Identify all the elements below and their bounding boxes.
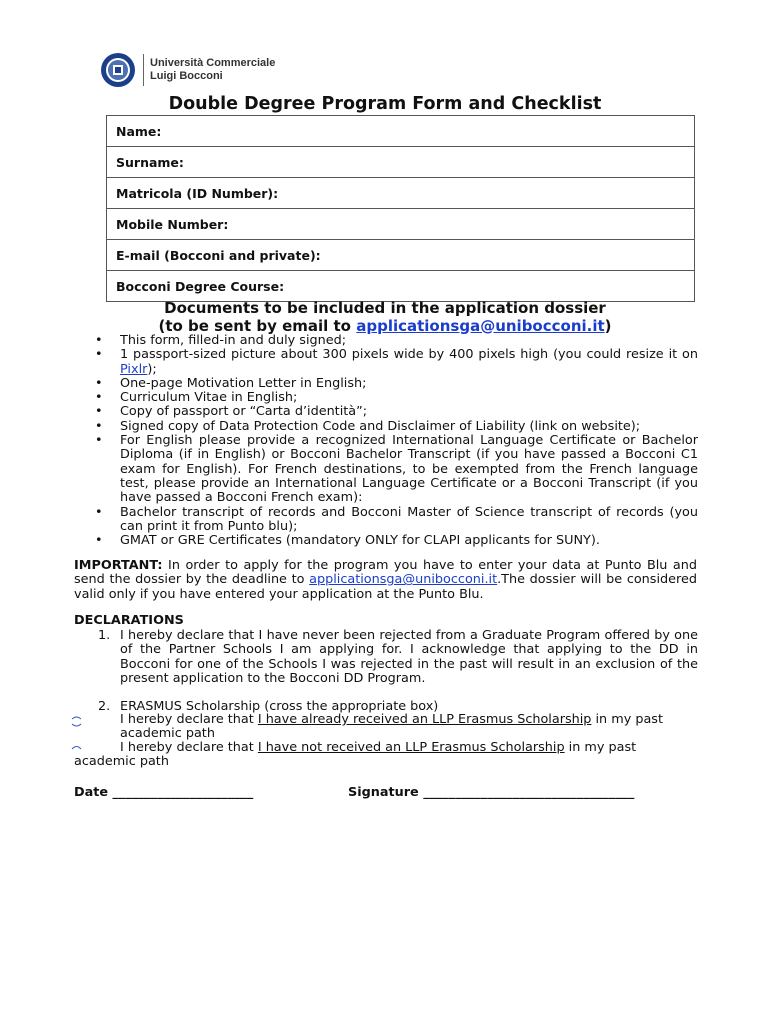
documents-heading <box>0 300 770 335</box>
declaration-item-1 <box>98 628 698 686</box>
important-email-link[interactable]: applicationsga@unibocconi.it <box>309 572 498 588</box>
date-line: ______________________ <box>112 785 254 800</box>
page-title: Double Degree Program Form and Checklist <box>168 94 602 114</box>
list-item-text: 1 passport-sized picture about 300 pixels wide by 400 pixels high (you could resize it on <box>120 347 698 363</box>
erasmus-option-received-cont: academic path <box>120 726 215 741</box>
field-name[interactable]: Name: <box>107 116 695 147</box>
erasmus-option-not-received-cont: academic path <box>74 754 169 769</box>
list-item-suffix: ); <box>147 361 157 377</box>
option-underlined: I have already received an LLP Erasmus Scholarship <box>257 712 592 727</box>
field-surname[interactable]: Surname: <box>107 147 695 178</box>
list-item: • This form, filled-in and duly signed; <box>120 334 698 348</box>
declaration-number: 1. <box>98 628 111 643</box>
list-item <box>120 348 698 377</box>
list-item: • Bachelor transcript of records and Bocconi Master of Science transcript of records (you can print it from Punto blu); <box>120 506 698 535</box>
declarations-list <box>98 628 698 715</box>
university-logo <box>100 52 290 88</box>
option-suffix: in my past <box>564 740 637 755</box>
field-degree-course[interactable]: Bocconi Degree Course: <box>107 271 695 302</box>
list-item: • GMAT or GRE Certificates (mandatory ONLY for CLAPI applicants for SUNY). <box>120 534 698 548</box>
signature-label: Signature <box>348 785 419 800</box>
declarations-heading: DECLARATIONS <box>74 613 184 628</box>
list-item: • For English please provide a recognized International Language Certificate or Bachelor Diploma (if in English) or Bocconi Bachelor Transcript (if you have passed a Bocconi C1 exam for English). For French destinations, to be exempted from the French language test, please provide an International Language Certificate or a Bocconi Transcript (if you have passed a Bocconi French exam): <box>120 434 698 505</box>
university-name <box>150 57 275 83</box>
date-label: Date <box>74 785 109 800</box>
list-item: • One-page Motivation Letter in English; <box>120 377 698 391</box>
university-seal-icon <box>100 52 136 88</box>
erasmus-received-checkbox[interactable] <box>71 716 82 727</box>
field-email[interactable]: E-mail (Bocconi and private): <box>107 240 695 271</box>
declaration-text: I hereby declare that I have never been rejected from a Graduate Program offered by one of the Partner Schools I am applying for. I acknowledge that applying to the DD in Bocconi for one of the Schools I was rejected in the past will result in an exclusion of the present application to the Bocconi DD Program. <box>120 628 698 686</box>
declaration-text: ERASMUS Scholarship (cross the appropriate box) <box>120 699 439 715</box>
important-note <box>74 559 697 602</box>
university-name-line1: Università Commerciale <box>150 57 276 69</box>
documents-list <box>120 334 698 548</box>
field-matricola[interactable]: Matricola (ID Number): <box>107 178 695 209</box>
signature-field[interactable] <box>348 785 634 800</box>
documents-heading-line1: Documents to be included in the application dossier <box>164 299 606 317</box>
documents-heading-line2 <box>0 318 770 336</box>
list-item: • Curriculum Vitae in English; <box>120 391 698 405</box>
documents-heading-suffix: ) <box>604 316 612 335</box>
logo-divider <box>143 54 144 86</box>
university-name-line2: Luigi Bocconi <box>150 70 223 82</box>
option-underlined: I have not received an LLP Erasmus Scholarship <box>257 740 565 755</box>
important-label: IMPORTANT: <box>74 558 163 573</box>
list-item: • Signed copy of Data Protection Code and Disclaimer of Liability (link on website); <box>120 420 698 434</box>
important-text-end: .The dossier will be considered valid only if you have entered your application at the Punto Blu. <box>74 572 697 602</box>
documents-heading-prefix: (to be sent by email to <box>158 316 357 335</box>
list-item: • Copy of passport or “Carta d’identità”; <box>120 405 698 419</box>
signature-line: _________________________________ <box>423 785 635 800</box>
pixlr-link[interactable]: Pixlr <box>120 361 148 377</box>
important-text: In order to apply for the program you have to enter your data at Punto Blu and send the dossier by the deadline to <box>74 558 697 588</box>
date-field[interactable] <box>74 785 253 800</box>
declaration-number: 2. <box>98 699 111 715</box>
applications-email-link[interactable]: applicationsga@unibocconi.it <box>356 316 605 335</box>
erasmus-option-not-received <box>120 741 698 755</box>
option-prefix: I hereby declare that <box>120 712 258 727</box>
option-suffix: in my past <box>591 712 663 727</box>
field-mobile[interactable]: Mobile Number: <box>107 209 695 240</box>
personal-info-table <box>106 115 695 302</box>
option-prefix: I hereby declare that <box>120 740 258 755</box>
